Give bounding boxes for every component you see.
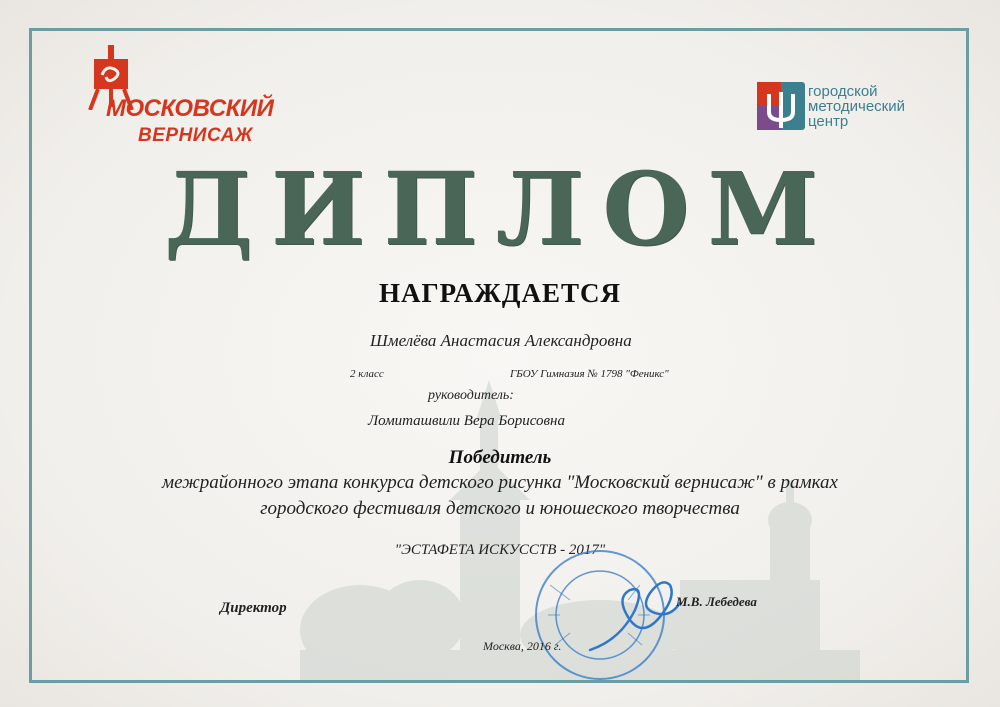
leader-label: руководитель: xyxy=(428,388,514,403)
festival-name: "ЭСТАФЕТА ИСКУССТВ - 2017" xyxy=(394,542,606,558)
director-role: Директор xyxy=(220,600,287,616)
director-name: М.В. Лебедева xyxy=(676,594,757,609)
methodical-center-mark-icon xyxy=(757,82,805,130)
awarded-heading: НАГРАЖДАЕТСЯ xyxy=(378,278,621,308)
logo-left-line1: МОСКОВСКИЙ xyxy=(106,95,274,122)
recipient-school: ГБОУ Гимназия № 1798 "Феникс" xyxy=(510,368,669,380)
recipient-grade: 2 класс xyxy=(350,368,384,380)
place-and-date: Москва, 2016 г. xyxy=(483,639,562,653)
methodical-center-logo xyxy=(757,80,927,140)
logo-right-line3: центр xyxy=(808,113,849,130)
logo-right-line2: методический xyxy=(808,98,905,115)
award-description-line1: межрайонного этапа конкурса детского рисунка "Московский вернисаж" в рамках xyxy=(162,472,838,493)
logo-right-line1: городской xyxy=(808,83,878,100)
recipient-name: Шмелёва Анастасия Александровна xyxy=(370,331,632,350)
moscow-vernissage-logo xyxy=(78,45,274,146)
winner-title: Победитель xyxy=(448,447,552,468)
diploma-title-text: ДИПЛОМ xyxy=(163,150,837,268)
methodical-center-text xyxy=(808,84,905,129)
logo-left-line2: ВЕРНИСАЖ xyxy=(138,125,254,146)
director-signature-image xyxy=(580,560,690,660)
diploma-title xyxy=(0,150,1000,268)
award-description xyxy=(0,470,1000,522)
leader-name: Ломиташвили Вера Борисовна xyxy=(368,413,565,429)
award-description-line2: городского фестиваля детского и юношеского творчества xyxy=(260,498,740,519)
